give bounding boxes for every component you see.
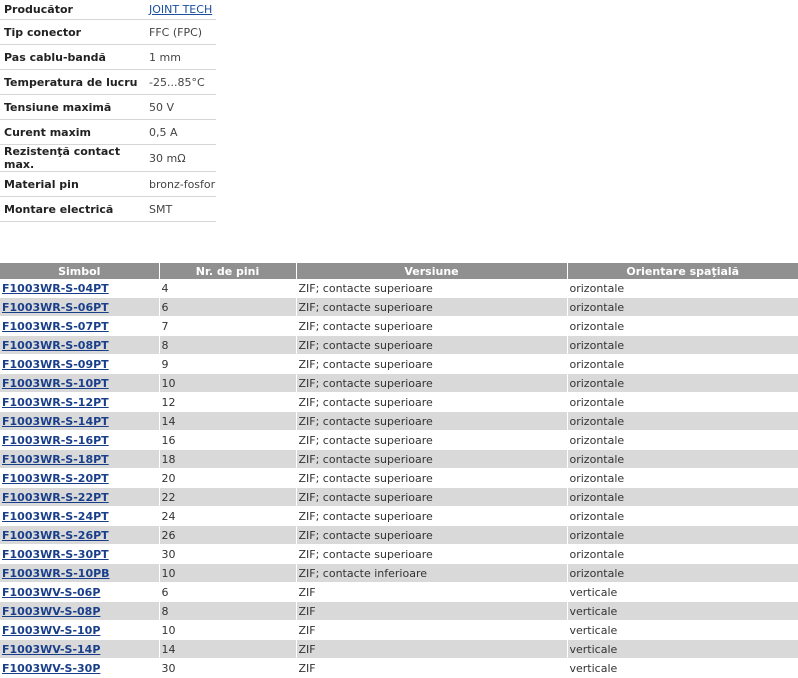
orientation-cell: orizontale	[567, 526, 798, 545]
spec-row	[0, 20, 216, 45]
table-row	[0, 545, 798, 564]
spec-value: 0,5 A	[145, 120, 216, 145]
pin-count-cell: 6	[159, 583, 296, 602]
spec-value	[145, 0, 216, 20]
spec-value: -25...85°C	[145, 70, 216, 95]
product-symbol-link[interactable]: F1003WR-S-09PT	[2, 357, 109, 371]
symbol-cell	[0, 526, 159, 545]
specifications-table	[0, 0, 216, 222]
spec-value: 50 V	[145, 95, 216, 120]
version-cell: ZIF; contacte superioare	[296, 469, 567, 488]
product-symbol-link[interactable]: F1003WR-S-26PT	[2, 528, 109, 542]
version-cell: ZIF	[296, 659, 567, 678]
symbol-cell	[0, 488, 159, 507]
table-row	[0, 602, 798, 621]
version-cell: ZIF	[296, 583, 567, 602]
orientation-cell: orizontale	[567, 507, 798, 526]
manufacturer-link[interactable]: JOINT TECH	[149, 3, 213, 16]
spec-label: Temperatura de lucru	[0, 70, 145, 95]
symbol-cell	[0, 507, 159, 526]
product-symbol-link[interactable]: F1003WR-S-24PT	[2, 509, 109, 523]
orientation-cell: orizontale	[567, 450, 798, 469]
spec-row	[0, 0, 216, 20]
orientation-cell: orizontale	[567, 374, 798, 393]
pin-count-cell: 30	[159, 659, 296, 678]
product-symbol-link[interactable]: F1003WR-S-22PT	[2, 490, 109, 504]
symbol-cell	[0, 431, 159, 450]
version-cell: ZIF; contacte superioare	[296, 412, 567, 431]
pin-count-cell: 12	[159, 393, 296, 412]
table-row	[0, 317, 798, 336]
orientation-cell: orizontale	[567, 279, 798, 298]
pin-count-cell: 16	[159, 431, 296, 450]
symbol-cell	[0, 355, 159, 374]
column-header-symbol[interactable]: Simbol	[0, 263, 159, 279]
spec-label: Montare electrică	[0, 197, 145, 222]
product-symbol-link[interactable]: F1003WV-S-06P	[2, 585, 101, 599]
pin-count-cell: 10	[159, 621, 296, 640]
product-symbol-link[interactable]: F1003WV-S-14P	[2, 642, 101, 656]
pin-count-cell: 10	[159, 564, 296, 583]
version-cell: ZIF	[296, 621, 567, 640]
spec-value: 30 mΩ	[145, 145, 216, 172]
table-row	[0, 355, 798, 374]
spec-label: Rezistenţă contact max.	[0, 145, 145, 172]
spec-label: Tip conector	[0, 20, 145, 45]
table-row	[0, 412, 798, 431]
version-cell: ZIF; contacte inferioare	[296, 564, 567, 583]
table-row	[0, 659, 798, 678]
product-symbol-link[interactable]: F1003WR-S-20PT	[2, 471, 109, 485]
table-row	[0, 621, 798, 640]
spec-value: SMT	[145, 197, 216, 222]
spec-label: Pas cablu-bandă	[0, 45, 145, 70]
pin-count-cell: 20	[159, 469, 296, 488]
table-row	[0, 488, 798, 507]
orientation-cell: orizontale	[567, 564, 798, 583]
product-symbol-link[interactable]: F1003WV-S-30P	[2, 661, 101, 675]
product-symbol-link[interactable]: F1003WR-S-08PT	[2, 338, 109, 352]
symbol-cell	[0, 469, 159, 488]
product-symbol-link[interactable]: F1003WR-S-30PT	[2, 547, 109, 561]
table-row	[0, 450, 798, 469]
orientation-cell: orizontale	[567, 488, 798, 507]
pin-count-cell: 7	[159, 317, 296, 336]
symbol-cell	[0, 279, 159, 298]
orientation-cell: verticale	[567, 583, 798, 602]
symbol-cell	[0, 412, 159, 431]
pin-count-cell: 14	[159, 412, 296, 431]
version-cell: ZIF; contacte superioare	[296, 298, 567, 317]
version-cell: ZIF; contacte superioare	[296, 393, 567, 412]
version-cell: ZIF; contacte superioare	[296, 488, 567, 507]
version-cell: ZIF; contacte superioare	[296, 374, 567, 393]
orientation-cell: orizontale	[567, 393, 798, 412]
symbol-cell	[0, 317, 159, 336]
symbol-cell	[0, 374, 159, 393]
version-cell: ZIF; contacte superioare	[296, 431, 567, 450]
spec-label: Curent maxim	[0, 120, 145, 145]
symbol-cell	[0, 336, 159, 355]
product-symbol-link[interactable]: F1003WR-S-10PB	[2, 566, 110, 580]
orientation-cell: verticale	[567, 602, 798, 621]
pin-count-cell: 6	[159, 298, 296, 317]
symbol-cell	[0, 564, 159, 583]
table-row	[0, 393, 798, 412]
product-symbol-link[interactable]: F1003WR-S-16PT	[2, 433, 109, 447]
spec-value: FFC (FPC)	[145, 20, 216, 45]
pin-count-cell: 18	[159, 450, 296, 469]
symbol-cell	[0, 583, 159, 602]
spec-row	[0, 120, 216, 145]
version-cell: ZIF; contacte superioare	[296, 279, 567, 298]
orientation-cell: verticale	[567, 659, 798, 678]
product-symbol-link[interactable]: F1003WR-S-07PT	[2, 319, 109, 333]
symbol-cell	[0, 450, 159, 469]
orientation-cell: verticale	[567, 621, 798, 640]
spec-value: bronz-fosfor	[145, 172, 216, 197]
column-header-pin-count[interactable]: Nr. de pini	[159, 263, 296, 279]
product-symbol-link[interactable]: F1003WR-S-06PT	[2, 300, 109, 314]
spec-label: Material pin	[0, 172, 145, 197]
spec-row	[0, 172, 216, 197]
version-cell: ZIF; contacte superioare	[296, 526, 567, 545]
product-variants-table	[0, 263, 798, 678]
spec-row	[0, 95, 216, 120]
version-cell: ZIF; contacte superioare	[296, 545, 567, 564]
version-cell: ZIF; contacte superioare	[296, 507, 567, 526]
symbol-cell	[0, 393, 159, 412]
product-symbol-link[interactable]: F1003WR-S-04PT	[2, 281, 109, 295]
spec-row	[0, 145, 216, 172]
column-header-version[interactable]: Versiune	[296, 263, 567, 279]
column-header-orientation[interactable]: Orientare spaţială	[567, 263, 798, 279]
table-row	[0, 507, 798, 526]
symbol-cell	[0, 602, 159, 621]
pin-count-cell: 4	[159, 279, 296, 298]
symbol-cell	[0, 298, 159, 317]
table-row	[0, 431, 798, 450]
version-cell: ZIF	[296, 602, 567, 621]
orientation-cell: orizontale	[567, 431, 798, 450]
table-row	[0, 469, 798, 488]
pin-count-cell: 22	[159, 488, 296, 507]
symbol-cell	[0, 659, 159, 678]
pin-count-cell: 14	[159, 640, 296, 659]
table-row	[0, 526, 798, 545]
table-row	[0, 279, 798, 298]
symbol-cell	[0, 545, 159, 564]
version-cell: ZIF; contacte superioare	[296, 317, 567, 336]
table-row	[0, 298, 798, 317]
table-row	[0, 374, 798, 393]
version-cell: ZIF; contacte superioare	[296, 450, 567, 469]
table-row	[0, 336, 798, 355]
pin-count-cell: 26	[159, 526, 296, 545]
pin-count-cell: 30	[159, 545, 296, 564]
orientation-cell: orizontale	[567, 298, 798, 317]
pin-count-cell: 8	[159, 602, 296, 621]
orientation-cell: orizontale	[567, 317, 798, 336]
product-symbol-link[interactable]: F1003WR-S-10PT	[2, 376, 109, 390]
symbol-cell	[0, 621, 159, 640]
pin-count-cell: 9	[159, 355, 296, 374]
version-cell: ZIF; contacte superioare	[296, 336, 567, 355]
table-row	[0, 564, 798, 583]
orientation-cell: orizontale	[567, 412, 798, 431]
table-row	[0, 640, 798, 659]
pin-count-cell: 10	[159, 374, 296, 393]
table-row	[0, 583, 798, 602]
product-symbol-link[interactable]: F1003WR-S-14PT	[2, 414, 109, 428]
pin-count-cell: 24	[159, 507, 296, 526]
table-header-row	[0, 263, 798, 279]
orientation-cell: orizontale	[567, 336, 798, 355]
spec-label: Tensiune maximă	[0, 95, 145, 120]
orientation-cell: orizontale	[567, 469, 798, 488]
spec-value: 1 mm	[145, 45, 216, 70]
pin-count-cell: 8	[159, 336, 296, 355]
version-cell: ZIF	[296, 640, 567, 659]
version-cell: ZIF; contacte superioare	[296, 355, 567, 374]
spec-row	[0, 45, 216, 70]
orientation-cell: orizontale	[567, 355, 798, 374]
spec-label: Producător	[0, 0, 145, 20]
product-symbol-link[interactable]: F1003WV-S-08P	[2, 604, 101, 618]
product-symbol-link[interactable]: F1003WV-S-10P	[2, 623, 101, 637]
orientation-cell: verticale	[567, 640, 798, 659]
spec-row	[0, 70, 216, 95]
orientation-cell: orizontale	[567, 545, 798, 564]
symbol-cell	[0, 640, 159, 659]
product-symbol-link[interactable]: F1003WR-S-18PT	[2, 452, 109, 466]
spec-row	[0, 197, 216, 222]
product-symbol-link[interactable]: F1003WR-S-12PT	[2, 395, 109, 409]
